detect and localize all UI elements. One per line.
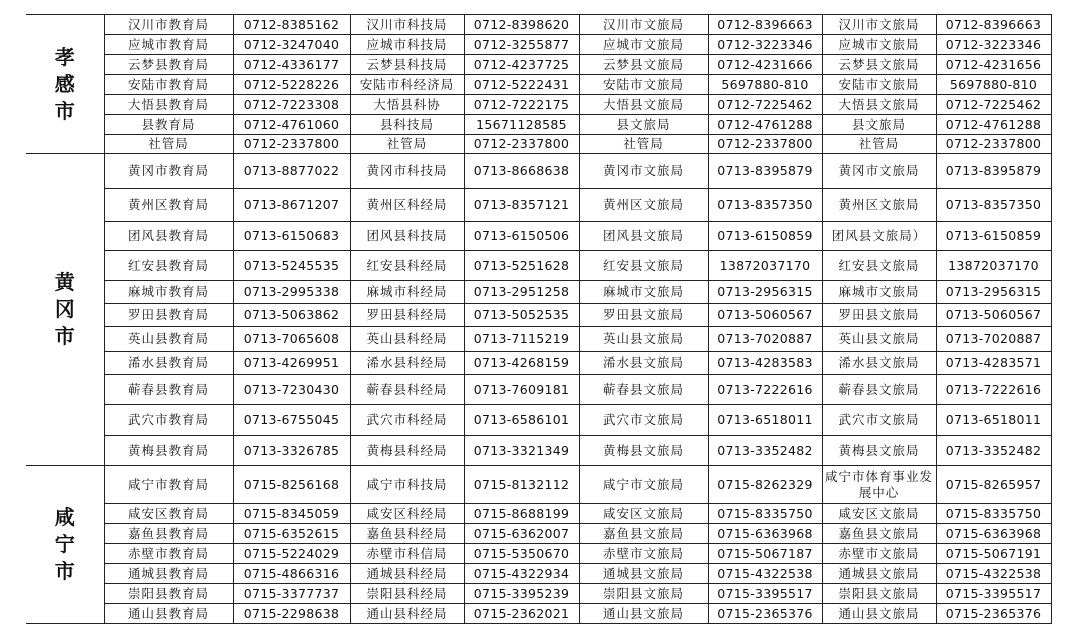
science-phone-cell: 0715-4322934 (464, 564, 579, 584)
table-row (26, 115, 1051, 135)
culture-phone-2-cell: 0712-8396663 (936, 15, 1051, 35)
education-phone-cell: 0712-4336177 (233, 55, 350, 75)
culture-bureau-cell: 安陆市文旅局 (579, 75, 708, 95)
table-row (26, 189, 1051, 222)
education-bureau-cell: 社管局 (104, 135, 233, 154)
science-phone-cell: 0713-4268159 (464, 352, 579, 375)
education-phone-cell: 0715-3377737 (233, 584, 350, 604)
science-bureau-cell: 崇阳县科经局 (350, 584, 464, 604)
culture-phone-2-cell: 0715-8335750 (936, 504, 1051, 524)
education-phone-cell: 0715-8256168 (233, 466, 350, 504)
education-bureau-cell: 通城县教育局 (104, 564, 233, 584)
culture-phone-cell: 0712-8396663 (708, 15, 822, 35)
culture-phone-cell: 0715-6363968 (708, 524, 822, 544)
education-bureau-cell: 浠水县教育局 (104, 352, 233, 375)
culture-bureau-2-cell: 社管局 (822, 135, 936, 154)
education-bureau-cell: 黄冈市教育局 (104, 154, 233, 189)
education-phone-cell: 0713-8671207 (233, 189, 350, 222)
culture-bureau-cell: 云梦县文旅局 (579, 55, 708, 75)
culture-phone-cell: 0712-3223346 (708, 35, 822, 55)
science-bureau-cell: 蕲春县科经局 (350, 375, 464, 405)
culture-phone-2-cell: 0715-6363968 (936, 524, 1051, 544)
culture-bureau-cell: 嘉鱼县文旅局 (579, 524, 708, 544)
culture-phone-cell: 0713-7020887 (708, 327, 822, 352)
table-row (26, 55, 1051, 75)
culture-phone-2-cell: 13872037170 (936, 251, 1051, 281)
science-phone-cell: 0712-8398620 (464, 15, 579, 35)
culture-bureau-2-cell: 通山县文旅局 (822, 604, 936, 624)
table-row (26, 352, 1051, 375)
city-label-char: 黄 (54, 270, 75, 294)
culture-phone-cell: 0712-2337800 (708, 135, 822, 154)
culture-bureau-2-cell: 黄梅县文旅局 (822, 436, 936, 466)
culture-phone-cell: 0713-7222616 (708, 375, 822, 405)
education-bureau-cell: 安陆市教育局 (104, 75, 233, 95)
culture-phone-2-cell: 0715-3395517 (936, 584, 1051, 604)
city-label-char: 宁 (54, 532, 75, 556)
education-phone-cell: 0712-8385162 (233, 15, 350, 35)
education-bureau-cell: 云梦县教育局 (104, 55, 233, 75)
science-bureau-cell: 县科技局 (350, 115, 464, 135)
culture-phone-cell: 0713-8395879 (708, 154, 822, 189)
table-row (26, 327, 1051, 352)
science-phone-cell: 0712-4237725 (464, 55, 579, 75)
culture-phone-cell: 0713-4283583 (708, 352, 822, 375)
science-bureau-cell: 通城县科经局 (350, 564, 464, 584)
education-bureau-cell: 通山县教育局 (104, 604, 233, 624)
city-label (26, 154, 104, 466)
education-phone-cell: 0712-7223308 (233, 95, 350, 115)
table-row (26, 466, 1051, 504)
science-phone-cell: 0715-3395239 (464, 584, 579, 604)
culture-phone-2-cell: 0713-3352482 (936, 436, 1051, 466)
table-row (26, 436, 1051, 466)
science-phone-cell: 0712-7222175 (464, 95, 579, 115)
science-bureau-cell: 汉川市科技局 (350, 15, 464, 35)
education-bureau-cell: 崇阳县教育局 (104, 584, 233, 604)
science-phone-cell: 0715-5350670 (464, 544, 579, 564)
culture-bureau-cell: 蕲春县文旅局 (579, 375, 708, 405)
culture-bureau-2-cell: 咸宁市体育事业发展中心 (822, 466, 936, 504)
table-row (26, 405, 1051, 436)
culture-phone-cell: 0715-8335750 (708, 504, 822, 524)
culture-phone-2-cell: 0713-4283571 (936, 352, 1051, 375)
city-label-char: 市 (54, 559, 75, 583)
science-bureau-cell: 社管局 (350, 135, 464, 154)
culture-bureau-2-cell: 蕲春县文旅局 (822, 375, 936, 405)
science-bureau-cell: 通山县科经局 (350, 604, 464, 624)
culture-bureau-cell: 县文旅局 (579, 115, 708, 135)
city-label-char: 孝 (54, 44, 75, 69)
culture-phone-2-cell: 0712-7225462 (936, 95, 1051, 115)
science-bureau-cell: 赤壁市科信局 (350, 544, 464, 564)
culture-bureau-cell: 汉川市文旅局 (579, 15, 708, 35)
table-row (26, 154, 1051, 189)
culture-bureau-2-cell: 应城市文旅局 (822, 35, 936, 55)
education-bureau-cell: 英山县教育局 (104, 327, 233, 352)
science-phone-cell: 0712-3255877 (464, 35, 579, 55)
table-row (26, 15, 1051, 35)
culture-bureau-cell: 武穴市文旅局 (579, 405, 708, 436)
culture-bureau-cell: 大悟县文旅局 (579, 95, 708, 115)
culture-bureau-cell: 通城县文旅局 (579, 564, 708, 584)
science-bureau-cell: 武穴市科经局 (350, 405, 464, 436)
science-phone-cell: 0713-5251628 (464, 251, 579, 281)
culture-bureau-cell: 罗田县文旅局 (579, 304, 708, 327)
education-phone-cell: 0713-2995338 (233, 281, 350, 304)
science-phone-cell: 0713-8357121 (464, 189, 579, 222)
table-row (26, 584, 1051, 604)
education-phone-cell: 0715-5224029 (233, 544, 350, 564)
education-bureau-cell: 赤壁市教育局 (104, 544, 233, 564)
education-bureau-cell: 黄州区教育局 (104, 189, 233, 222)
culture-phone-cell: 13872037170 (708, 251, 822, 281)
culture-bureau-2-cell: 英山县文旅局 (822, 327, 936, 352)
culture-phone-cell: 0712-7225462 (708, 95, 822, 115)
culture-phone-2-cell: 0712-4231656 (936, 55, 1051, 75)
education-phone-cell: 0715-2298638 (233, 604, 350, 624)
culture-bureau-2-cell: 赤壁市文旅局 (822, 544, 936, 564)
science-phone-cell: 0713-2951258 (464, 281, 579, 304)
city-label-char: 冈 (54, 297, 75, 321)
education-bureau-cell: 罗田县教育局 (104, 304, 233, 327)
culture-bureau-cell: 黄州区文旅局 (579, 189, 708, 222)
city-label-char: 市 (54, 98, 75, 123)
education-bureau-cell: 麻城市教育局 (104, 281, 233, 304)
science-bureau-cell: 麻城市科经局 (350, 281, 464, 304)
education-phone-cell: 0715-6352615 (233, 524, 350, 544)
science-bureau-cell: 红安县科经局 (350, 251, 464, 281)
science-phone-cell: 0713-5052535 (464, 304, 579, 327)
table-row (26, 504, 1051, 524)
culture-bureau-cell: 黄梅县文旅局 (579, 436, 708, 466)
science-phone-cell: 0713-8668638 (464, 154, 579, 189)
science-bureau-cell: 云梦县科技局 (350, 55, 464, 75)
education-bureau-cell: 蕲春县教育局 (104, 375, 233, 405)
education-phone-cell: 0713-3326785 (233, 436, 350, 466)
table-row (26, 524, 1051, 544)
culture-phone-2-cell: 0715-4322538 (936, 564, 1051, 584)
culture-bureau-cell: 浠水县文旅局 (579, 352, 708, 375)
culture-phone-cell: 0715-4322538 (708, 564, 822, 584)
culture-bureau-2-cell: 咸安区文旅局 (822, 504, 936, 524)
culture-bureau-cell: 英山县文旅局 (579, 327, 708, 352)
science-phone-cell: 15671128585 (464, 115, 579, 135)
education-phone-cell: 0713-7065608 (233, 327, 350, 352)
science-phone-cell: 0715-8132112 (464, 466, 579, 504)
culture-bureau-2-cell: 崇阳县文旅局 (822, 584, 936, 604)
culture-bureau-2-cell: 浠水县文旅局 (822, 352, 936, 375)
culture-phone-2-cell: 0713-8395879 (936, 154, 1051, 189)
city-label-char: 感 (54, 71, 75, 96)
culture-phone-cell: 0715-5067187 (708, 544, 822, 564)
culture-phone-2-cell: 0713-6150859 (936, 222, 1051, 251)
culture-phone-cell: 0713-3352482 (708, 436, 822, 466)
table-row (26, 75, 1051, 95)
culture-phone-2-cell: 0712-3223346 (936, 35, 1051, 55)
education-bureau-cell: 县教育局 (104, 115, 233, 135)
education-bureau-cell: 嘉鱼县教育局 (104, 524, 233, 544)
city-label (26, 466, 104, 624)
culture-phone-cell: 0713-8357350 (708, 189, 822, 222)
education-phone-cell: 0713-6755045 (233, 405, 350, 436)
culture-phone-cell: 5697880-810 (708, 75, 822, 95)
culture-bureau-cell: 咸安区文旅局 (579, 504, 708, 524)
education-bureau-cell: 汉川市教育局 (104, 15, 233, 35)
culture-phone-2-cell: 0713-2956315 (936, 281, 1051, 304)
culture-phone-cell: 0715-3395517 (708, 584, 822, 604)
science-phone-cell: 0713-6586101 (464, 405, 579, 436)
science-phone-cell: 0713-7115219 (464, 327, 579, 352)
science-phone-cell: 0715-8688199 (464, 504, 579, 524)
culture-bureau-2-cell: 黄州区文旅局 (822, 189, 936, 222)
culture-bureau-2-cell: 麻城市文旅局 (822, 281, 936, 304)
science-bureau-cell: 咸安区科经局 (350, 504, 464, 524)
education-phone-cell: 0712-5228226 (233, 75, 350, 95)
culture-bureau-2-cell: 嘉鱼县文旅局 (822, 524, 936, 544)
culture-phone-2-cell: 5697880-810 (936, 75, 1051, 95)
science-phone-cell: 0713-3321349 (464, 436, 579, 466)
culture-phone-cell: 0712-4231666 (708, 55, 822, 75)
table-row (26, 604, 1051, 624)
science-phone-cell: 0715-2362021 (464, 604, 579, 624)
education-phone-cell: 0712-4761060 (233, 115, 350, 135)
science-bureau-cell: 罗田县科经局 (350, 304, 464, 327)
culture-bureau-cell: 咸宁市文旅局 (579, 466, 708, 504)
education-phone-cell: 0713-7230430 (233, 375, 350, 405)
culture-phone-cell: 0713-6150859 (708, 222, 822, 251)
culture-phone-cell: 0713-2956315 (708, 281, 822, 304)
culture-bureau-cell: 通山县文旅局 (579, 604, 708, 624)
science-bureau-cell: 黄州区科经局 (350, 189, 464, 222)
science-phone-cell: 0713-7609181 (464, 375, 579, 405)
science-bureau-cell: 大悟县科协 (350, 95, 464, 115)
culture-phone-2-cell: 0713-7222616 (936, 375, 1051, 405)
science-bureau-cell: 应城市科技局 (350, 35, 464, 55)
science-bureau-cell: 咸宁市科技局 (350, 466, 464, 504)
education-bureau-cell: 咸宁市教育局 (104, 466, 233, 504)
culture-bureau-2-cell: 通城县文旅局 (822, 564, 936, 584)
table-row (26, 135, 1051, 154)
table-row (26, 375, 1051, 405)
science-phone-cell: 0715-6362007 (464, 524, 579, 544)
education-phone-cell: 0713-5063862 (233, 304, 350, 327)
culture-bureau-2-cell: 云梦县文旅局 (822, 55, 936, 75)
education-bureau-cell: 武穴市教育局 (104, 405, 233, 436)
culture-bureau-cell: 赤壁市文旅局 (579, 544, 708, 564)
table-row (26, 281, 1051, 304)
city-label-char: 市 (54, 324, 75, 348)
city-label (26, 15, 104, 154)
culture-bureau-cell: 社管局 (579, 135, 708, 154)
education-bureau-cell: 黄梅县教育局 (104, 436, 233, 466)
education-bureau-cell: 咸安区教育局 (104, 504, 233, 524)
culture-phone-2-cell: 0713-8357350 (936, 189, 1051, 222)
culture-bureau-cell: 黄冈市文旅局 (579, 154, 708, 189)
culture-bureau-2-cell: 黄冈市文旅局 (822, 154, 936, 189)
culture-phone-2-cell: 0715-8265957 (936, 466, 1051, 504)
culture-bureau-2-cell: 大悟县文旅局 (822, 95, 936, 115)
science-bureau-cell: 团风县科技局 (350, 222, 464, 251)
culture-phone-2-cell: 0713-6518011 (936, 405, 1051, 436)
culture-bureau-2-cell: 安陆市文旅局 (822, 75, 936, 95)
table-row (26, 35, 1051, 55)
culture-phone-2-cell: 0712-2337800 (936, 135, 1051, 154)
education-phone-cell: 0713-6150683 (233, 222, 350, 251)
science-bureau-cell: 嘉鱼县科经局 (350, 524, 464, 544)
education-phone-cell: 0712-2337800 (233, 135, 350, 154)
education-bureau-cell: 应城市教育局 (104, 35, 233, 55)
table-row (26, 544, 1051, 564)
culture-phone-2-cell: 0715-2365376 (936, 604, 1051, 624)
culture-bureau-2-cell: 红安县文旅局 (822, 251, 936, 281)
culture-bureau-2-cell: 县文旅局 (822, 115, 936, 135)
education-phone-cell: 0715-8345059 (233, 504, 350, 524)
contact-directory-sheet (26, 14, 1051, 624)
culture-bureau-2-cell: 武穴市文旅局 (822, 405, 936, 436)
science-phone-cell: 0712-2337800 (464, 135, 579, 154)
education-bureau-cell: 大悟县教育局 (104, 95, 233, 115)
culture-bureau-2-cell: 罗田县文旅局 (822, 304, 936, 327)
science-bureau-cell: 黄梅县科经局 (350, 436, 464, 466)
education-bureau-cell: 团风县教育局 (104, 222, 233, 251)
education-phone-cell: 0715-4866316 (233, 564, 350, 584)
table-row (26, 222, 1051, 251)
culture-bureau-cell: 麻城市文旅局 (579, 281, 708, 304)
culture-bureau-cell: 崇阳县文旅局 (579, 584, 708, 604)
education-phone-cell: 0713-8877022 (233, 154, 350, 189)
city-label-char: 咸 (54, 505, 75, 529)
table-row (26, 251, 1051, 281)
culture-bureau-cell: 红安县文旅局 (579, 251, 708, 281)
table-row (26, 564, 1051, 584)
culture-bureau-cell: 团风县文旅局 (579, 222, 708, 251)
table-row (26, 95, 1051, 115)
culture-phone-cell: 0715-8262329 (708, 466, 822, 504)
science-bureau-cell: 英山县科经局 (350, 327, 464, 352)
culture-phone-2-cell: 0715-5067191 (936, 544, 1051, 564)
science-bureau-cell: 浠水县科经局 (350, 352, 464, 375)
culture-phone-2-cell: 0713-7020887 (936, 327, 1051, 352)
science-bureau-cell: 黄冈市科技局 (350, 154, 464, 189)
science-phone-cell: 0713-6150506 (464, 222, 579, 251)
education-phone-cell: 0712-3247040 (233, 35, 350, 55)
culture-phone-cell: 0713-5060567 (708, 304, 822, 327)
culture-bureau-2-cell: 团风县文旅局） (822, 222, 936, 251)
culture-phone-cell: 0712-4761288 (708, 115, 822, 135)
culture-bureau-cell: 应城市文旅局 (579, 35, 708, 55)
culture-phone-cell: 0713-6518011 (708, 405, 822, 436)
science-bureau-cell: 安陆市科经济局 (350, 75, 464, 95)
culture-phone-2-cell: 0713-5060567 (936, 304, 1051, 327)
culture-phone-cell: 0715-2365376 (708, 604, 822, 624)
education-phone-cell: 0713-4269951 (233, 352, 350, 375)
science-phone-cell: 0712-5222431 (464, 75, 579, 95)
education-phone-cell: 0713-5245535 (233, 251, 350, 281)
culture-phone-2-cell: 0712-4761288 (936, 115, 1051, 135)
education-bureau-cell: 红安县教育局 (104, 251, 233, 281)
contact-table (26, 14, 1052, 624)
table-row (26, 304, 1051, 327)
culture-bureau-2-cell: 汉川市文旅局 (822, 15, 936, 35)
